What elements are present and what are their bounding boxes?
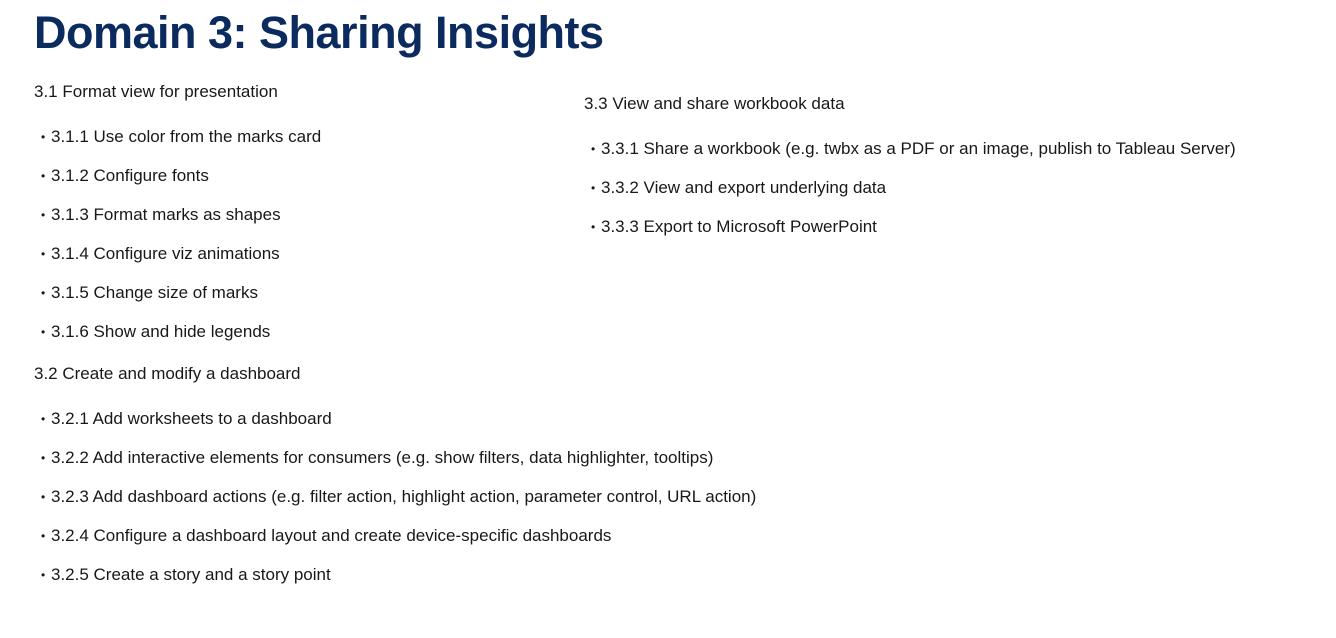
item-list xyxy=(34,126,321,360)
list-item xyxy=(34,243,321,282)
item-text: 3.2.3 Add dashboard actions (e.g. filter action, highlight action, parameter control, URL action) xyxy=(51,487,757,506)
bullet-icon: • xyxy=(41,169,46,183)
item-text: 3.3.2 View and export underlying data xyxy=(601,178,887,197)
item-text: 3.2.1 Add worksheets to a dashboard xyxy=(51,409,332,428)
bullet-icon: • xyxy=(591,142,596,156)
list-item xyxy=(584,138,1236,177)
list-item xyxy=(34,165,321,204)
bullet-icon: • xyxy=(41,130,46,144)
item-text: 3.1.6 Show and hide legends xyxy=(51,322,271,341)
item-text: 3.1.4 Configure viz animations xyxy=(51,244,280,263)
list-item xyxy=(34,564,756,603)
section-share-workbook xyxy=(584,93,1236,255)
item-text: 3.2.5 Create a story and a story point xyxy=(51,565,331,584)
list-item xyxy=(34,408,756,447)
bullet-icon: • xyxy=(41,412,46,426)
bullet-icon: • xyxy=(591,220,596,234)
bullet-icon: • xyxy=(41,529,46,543)
list-item xyxy=(34,321,321,360)
list-item xyxy=(34,282,321,321)
item-text: 3.1.5 Change size of marks xyxy=(51,283,258,302)
bullet-icon: • xyxy=(41,490,46,504)
list-item xyxy=(34,525,756,564)
bullet-icon: • xyxy=(41,247,46,261)
item-list xyxy=(34,408,756,603)
bullet-icon: • xyxy=(41,286,46,300)
bullet-icon: • xyxy=(41,568,46,582)
item-text: 3.2.4 Configure a dashboard layout and create device-specific dashboards xyxy=(51,526,612,545)
list-item xyxy=(584,216,1236,255)
item-list xyxy=(584,138,1236,255)
bullet-icon: • xyxy=(41,325,46,339)
list-item xyxy=(34,204,321,243)
section-heading: 3.3 View and share workbook data xyxy=(584,94,845,113)
bullet-icon: • xyxy=(41,451,46,465)
list-item xyxy=(34,126,321,165)
list-item xyxy=(34,447,756,486)
bullet-icon: • xyxy=(591,181,596,195)
item-text: 3.2.2 Add interactive elements for consumers (e.g. show filters, data highlighter, tooltips) xyxy=(51,448,714,467)
section-format-view xyxy=(34,81,321,360)
list-item xyxy=(34,486,756,525)
item-text: 3.3.3 Export to Microsoft PowerPoint xyxy=(601,217,877,236)
page-title: Domain 3: Sharing Insights xyxy=(34,7,604,58)
section-heading: 3.1 Format view for presentation xyxy=(34,82,278,101)
item-text: 3.1.1 Use color from the marks card xyxy=(51,127,322,146)
section-heading: 3.2 Create and modify a dashboard xyxy=(34,364,301,383)
list-item xyxy=(584,177,1236,216)
section-create-dashboard xyxy=(34,363,756,603)
item-text: 3.3.1 Share a workbook (e.g. twbx as a PDF or an image, publish to Tableau Server) xyxy=(601,139,1236,158)
item-text: 3.1.3 Format marks as shapes xyxy=(51,205,281,224)
item-text: 3.1.2 Configure fonts xyxy=(51,166,209,185)
bullet-icon: • xyxy=(41,208,46,222)
